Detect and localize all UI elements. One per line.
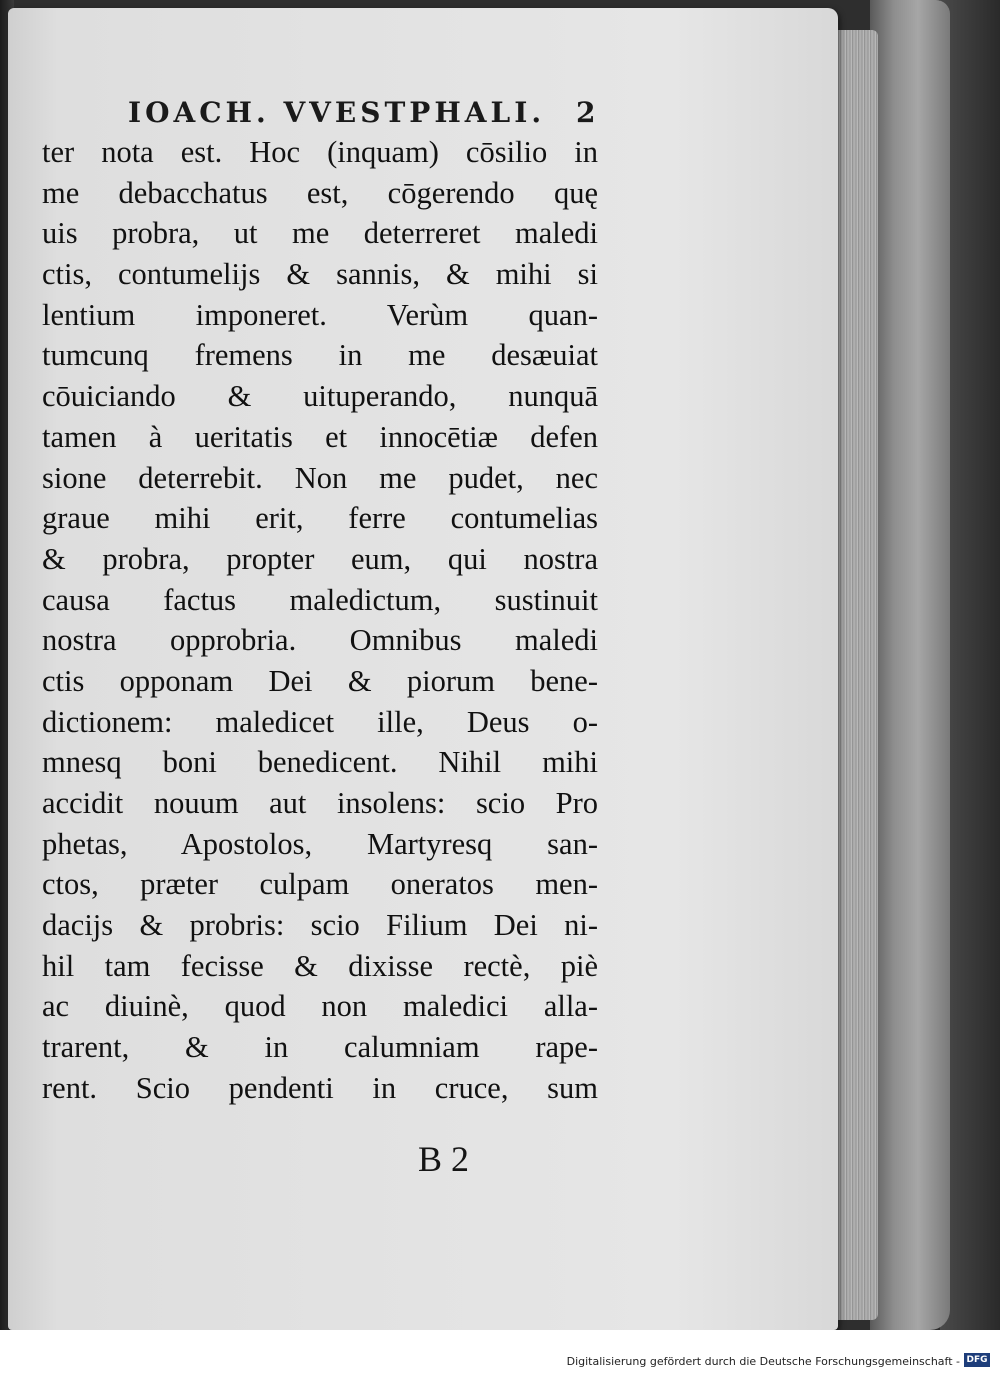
folio-number: 2: [576, 96, 596, 129]
text-line: graue mihi erit, ferre contumelias: [42, 501, 598, 536]
text-line: me debacchatus est, cōgerendo quę: [42, 175, 598, 210]
text-line: trarent, & in calumniam rape-: [42, 1030, 598, 1065]
dfg-logo: DFG: [964, 1353, 990, 1367]
credit-bar: [0, 1330, 1000, 1375]
text-line: ctis opponam Dei & piorum bene-: [42, 663, 598, 698]
signature-mark: B 2: [418, 1139, 470, 1179]
text-line: rent. Scio pendenti in cruce, sum: [42, 1070, 598, 1105]
text-line: phetas, Apostolos, Martyresq san-: [42, 826, 598, 861]
text-line: dictionem: maledicet ille, Deus o-: [42, 704, 598, 739]
text-line: tumcunq fremens in me desæuiat: [42, 338, 598, 373]
text-line: lentium imponeret. Verùm quan-: [42, 297, 598, 332]
text-line: accidit nouum aut insolens: scio Pro: [42, 786, 598, 820]
text-line: nostra opprobria. Omnibus maledi: [42, 623, 598, 658]
text-line: dacijs & probris: scio Filium Dei ni-: [42, 908, 598, 943]
text-line: causa factus maledictum, sustinuit: [42, 582, 598, 617]
text-line: mnesq boni benedicent. Nihil mihi: [42, 745, 598, 780]
text-line: & probra, propter eum, qui nostra: [42, 541, 598, 576]
text-line: ac diuinè, quod non maledici alla-: [42, 989, 598, 1024]
text-line: hil tam fecisse & dixisse rectè, piè: [42, 948, 598, 983]
text-line: tamen à ueritatis et innocētiæ defen: [42, 419, 598, 454]
text-line: sione deterrebit. Non me pudet, nec: [42, 460, 598, 495]
text-line: ctis, contumelijs & sannis, & mihi si: [42, 257, 598, 292]
digitization-credit: Digitalisierung gefördert durch die Deutsche Forschungsgemeinschaft -: [566, 1355, 960, 1368]
text-line: ter nota est. Hoc (inquam) cōsilio in: [42, 135, 598, 169]
text-line: uis probra, ut me deterreret maledi: [42, 216, 598, 251]
body-text: [42, 132, 602, 1109]
text-line: cōuiciando & uituperando, nunquā: [42, 379, 598, 414]
text-line: ctos, præter culpam oneratos men-: [42, 867, 598, 902]
book-cover-edge: [870, 0, 950, 1330]
running-head: IOACH. VVESTPHALI.: [128, 96, 546, 129]
